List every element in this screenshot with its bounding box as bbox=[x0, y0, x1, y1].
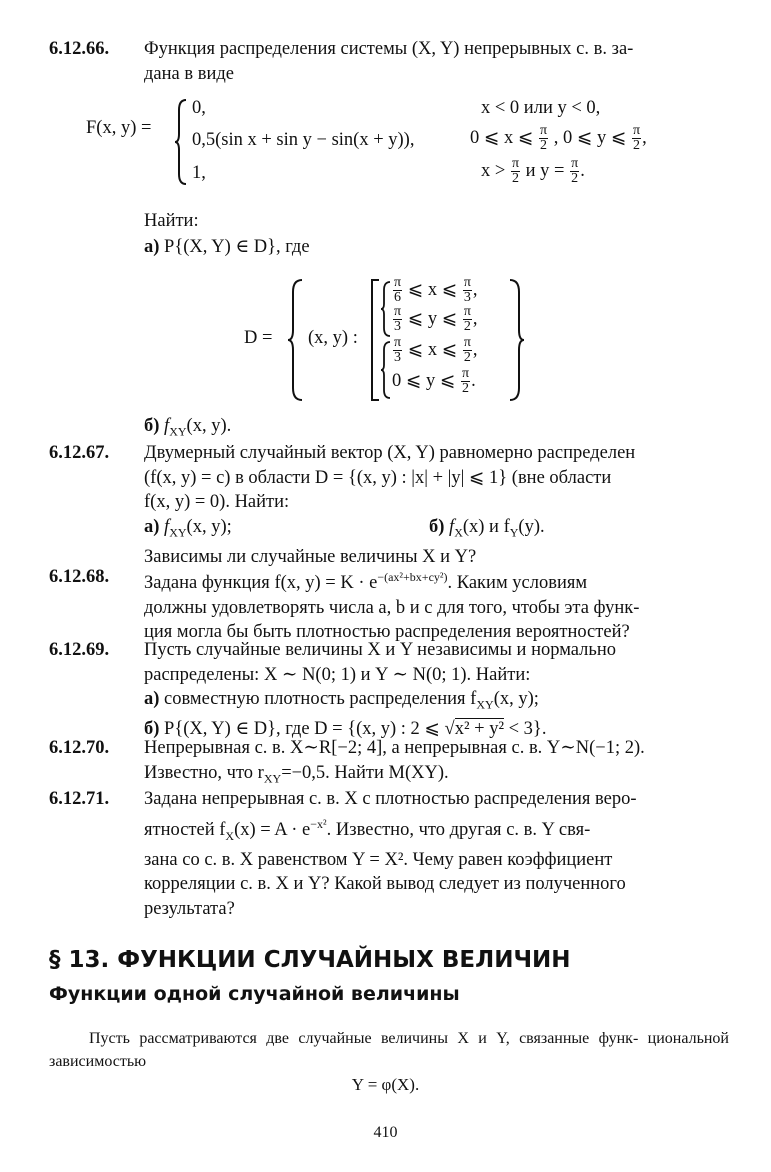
denominator: 6 bbox=[394, 290, 402, 305]
denominator: 3 bbox=[463, 290, 471, 305]
F-lhs: F(x, y) = bbox=[86, 118, 152, 138]
part-text: (x, y). bbox=[186, 416, 232, 436]
numerator: π bbox=[394, 304, 402, 319]
radicand: x² + y² bbox=[454, 719, 504, 740]
text-line bbox=[144, 812, 729, 848]
part-text: (x, y); bbox=[186, 516, 232, 537]
part-text: f bbox=[164, 516, 170, 537]
part-label: а) bbox=[144, 237, 160, 257]
text-line: (f(x, y) = c) в области D = {(x, y) : |x| + |y| ⩽ 1} (вне области bbox=[144, 467, 612, 488]
part-text: f bbox=[164, 416, 170, 436]
subscript: XY bbox=[263, 771, 282, 786]
fraction bbox=[632, 124, 641, 153]
cond-text: ⩽ x ⩽ bbox=[407, 339, 458, 360]
part-text: (x) и f bbox=[462, 516, 510, 537]
text-line: f(x, y) = 0). Найти: bbox=[144, 492, 290, 512]
cond-text: ⩽ x ⩽ bbox=[407, 279, 458, 300]
part-text: f bbox=[449, 516, 455, 537]
text-line: должны удовлетворять числа a, b и c для того, чтобы эта функ- bbox=[144, 597, 640, 618]
subscript: X bbox=[454, 525, 463, 540]
fraction bbox=[393, 276, 402, 305]
denominator: 3 bbox=[394, 319, 402, 334]
text-line: Функция распределения системы (X, Y) непрерывных с. в. за- bbox=[144, 39, 634, 59]
text-line: Задана непрерывная с. в. X с плотностью распределения веро- bbox=[144, 789, 637, 809]
superscript: −x² bbox=[310, 816, 327, 831]
text-line: Пусть рассматриваются две случайные величины X и Y, связанные функ- bbox=[89, 1030, 639, 1047]
cond-text: ⩽ y ⩽ bbox=[407, 308, 458, 329]
system-1-row-1: $\frac{\pi}{6}$ ⩽ x ⩽ $\frac{\pi}{3}$ , bbox=[394, 275, 478, 305]
cond-text: 0 ⩽ y ⩽ bbox=[392, 370, 456, 391]
denominator: 3 bbox=[394, 350, 402, 365]
part-text: (y). bbox=[518, 516, 545, 537]
part-label: а) bbox=[144, 689, 160, 709]
numerator: π bbox=[463, 304, 471, 319]
left-brace-icon bbox=[174, 98, 188, 186]
text-line: распределены: X ∼ N(0; 1) и Y ∼ N(0; 1). Найти: bbox=[144, 664, 531, 685]
numerator: π bbox=[571, 156, 579, 171]
numerator: π bbox=[394, 335, 402, 350]
text-line bbox=[144, 687, 729, 717]
denominator: 2 bbox=[571, 171, 579, 186]
text: ятностей f bbox=[144, 819, 226, 840]
case-1-condition: x < 0 или y < 0, bbox=[481, 98, 601, 118]
text-line bbox=[144, 515, 729, 545]
right-brace-icon bbox=[508, 278, 526, 402]
denominator: 2 bbox=[511, 171, 519, 186]
fraction bbox=[393, 336, 402, 365]
problem-number: 6.12.67. bbox=[49, 443, 110, 463]
text-line: Зависимы ли случайные величины X и Y? bbox=[144, 546, 477, 567]
fraction bbox=[463, 336, 472, 365]
text-line: Пусть случайные величины X и Y независимы и нормально bbox=[144, 640, 616, 660]
numerator: π bbox=[632, 123, 641, 138]
case-2-condition: 0 ⩽ x ⩽ $\frac{\pi}{2}$ , 0 ⩽ y ⩽ $\frac{\pi}{2}$ , bbox=[470, 123, 647, 153]
part-a bbox=[144, 236, 310, 258]
text-line: зана со с. в. X равенством Y = X². Чему равен коэффициент bbox=[144, 849, 613, 870]
part-text: P{(X, Y) ∈ D}, где D = {(x, y) : 2 ⩽ √ bbox=[164, 719, 455, 740]
cond-text: x > bbox=[481, 160, 506, 181]
numerator: π bbox=[394, 275, 402, 290]
cond-text: и y = bbox=[525, 160, 565, 181]
section-subtitle: Функции одной случайной величины bbox=[49, 983, 460, 1005]
D-lhs: D = bbox=[244, 328, 273, 348]
denominator: 2 bbox=[463, 350, 471, 365]
denominator: 2 bbox=[540, 138, 548, 153]
numerator: π bbox=[463, 335, 471, 350]
part-b bbox=[429, 515, 545, 545]
part-text: P{(X, Y) ∈ D}, где bbox=[164, 237, 310, 257]
cond-text: , 0 ⩽ y ⩽ bbox=[553, 127, 627, 148]
problem-6-12-66 bbox=[49, 37, 729, 86]
problem-6-12-68 bbox=[49, 565, 729, 645]
fraction bbox=[463, 276, 472, 305]
subscript: Y bbox=[509, 525, 519, 540]
text: (x) = A · e bbox=[234, 819, 311, 840]
intro-paragraph bbox=[49, 1027, 729, 1073]
numerator: π bbox=[462, 366, 470, 381]
text: =−0,5. Найти M(XY). bbox=[281, 762, 449, 783]
fraction bbox=[539, 124, 548, 153]
denominator: 2 bbox=[633, 138, 641, 153]
fraction bbox=[461, 367, 470, 396]
problem-number: 6.12.68. bbox=[49, 567, 110, 587]
problem-number: 6.12.71. bbox=[49, 789, 110, 809]
left-brace-icon bbox=[380, 340, 392, 400]
system-2-row-2: 0 ⩽ y ⩽ $\frac{\pi}{2}$ . bbox=[392, 366, 476, 396]
case-3-value: 1, bbox=[192, 163, 206, 183]
left-bracket-icon bbox=[370, 278, 380, 402]
subscript: X bbox=[225, 828, 235, 843]
part-b bbox=[144, 416, 231, 440]
fraction bbox=[393, 305, 402, 334]
text-line: Двумерный случайный вектор (X, Y) равномерно распределен bbox=[144, 443, 636, 463]
text: Задана функция f(x, y) = K · e bbox=[144, 573, 378, 594]
text: . Каким условиям bbox=[447, 573, 588, 594]
text-line: Непрерывная с. в. X∼R[−2; 4], а непрерывная с. в. Y∼N(−1; 2). bbox=[144, 738, 645, 758]
part-text: < 3}. bbox=[508, 719, 547, 740]
superscript: −(ax²+bx+cy²) bbox=[377, 570, 448, 584]
D-xy: (x, y) : bbox=[308, 328, 358, 348]
fraction bbox=[570, 157, 579, 186]
text-line bbox=[144, 565, 729, 596]
subscript: XY bbox=[169, 525, 187, 540]
left-brace-icon bbox=[380, 280, 392, 338]
denominator: 2 bbox=[462, 381, 470, 396]
left-brace-icon bbox=[286, 278, 304, 402]
part-label: б) bbox=[144, 416, 160, 436]
problem-number: 6.12.70. bbox=[49, 738, 110, 758]
subscript: XY bbox=[476, 697, 494, 712]
cond-text: 0 ⩽ x ⩽ bbox=[470, 127, 534, 148]
section-title: § 13. ФУНКЦИИ СЛУЧАЙНЫХ ВЕЛИЧИН bbox=[49, 947, 571, 973]
page-number: 410 bbox=[373, 1124, 398, 1141]
text-line: корреляции с. в. X и Y? Какой вывод следует из полученного bbox=[144, 874, 626, 895]
part-label: б) bbox=[429, 516, 445, 537]
system-2-row-1: $\frac{\pi}{3}$ ⩽ x ⩽ $\frac{\pi}{2}$ , bbox=[394, 335, 478, 365]
fraction bbox=[463, 305, 472, 334]
problem-6-12-67 bbox=[49, 441, 729, 569]
denominator: 2 bbox=[463, 319, 471, 334]
numerator: π bbox=[511, 156, 520, 171]
text: . Известно, что другая с. в. Y свя- bbox=[326, 819, 591, 840]
case-2-value: 0,5(sin x + sin y − sin(x + y)), bbox=[192, 130, 415, 150]
case-3-condition: x > $\frac{\pi}{2}$ и y = $\frac{\pi}{2}$ . bbox=[481, 156, 585, 186]
text-line: циональной зависимостью bbox=[49, 1030, 729, 1070]
system-1-row-2: $\frac{\pi}{3}$ ⩽ y ⩽ $\frac{\pi}{2}$ , bbox=[394, 304, 478, 334]
part-text: совместную плотность распределения f bbox=[164, 689, 477, 709]
text: Известно, что r bbox=[144, 762, 264, 783]
problem-6-12-71 bbox=[49, 787, 729, 921]
problem-6-12-70 bbox=[49, 736, 729, 791]
find-label: Найти: bbox=[144, 211, 199, 231]
subscript: XY bbox=[169, 424, 187, 439]
problem-6-12-69 bbox=[49, 638, 729, 742]
numerator: π bbox=[463, 275, 471, 290]
part-text: (x, y); bbox=[493, 689, 539, 709]
text-line: ция могла бы быть плотностью распределения вероятностей? bbox=[144, 622, 630, 643]
numerator: π bbox=[540, 123, 548, 138]
part-label: б) bbox=[144, 719, 160, 740]
text-line: дана в виде bbox=[144, 63, 234, 84]
problem-number: 6.12.69. bbox=[49, 640, 110, 660]
intro-formula: Y = φ(X). bbox=[351, 1075, 420, 1094]
case-1-value: 0, bbox=[192, 98, 206, 118]
problem-number: 6.12.66. bbox=[49, 39, 110, 59]
part-label: а) bbox=[144, 516, 160, 537]
text-line: результата? bbox=[144, 898, 235, 919]
fraction bbox=[511, 157, 520, 186]
